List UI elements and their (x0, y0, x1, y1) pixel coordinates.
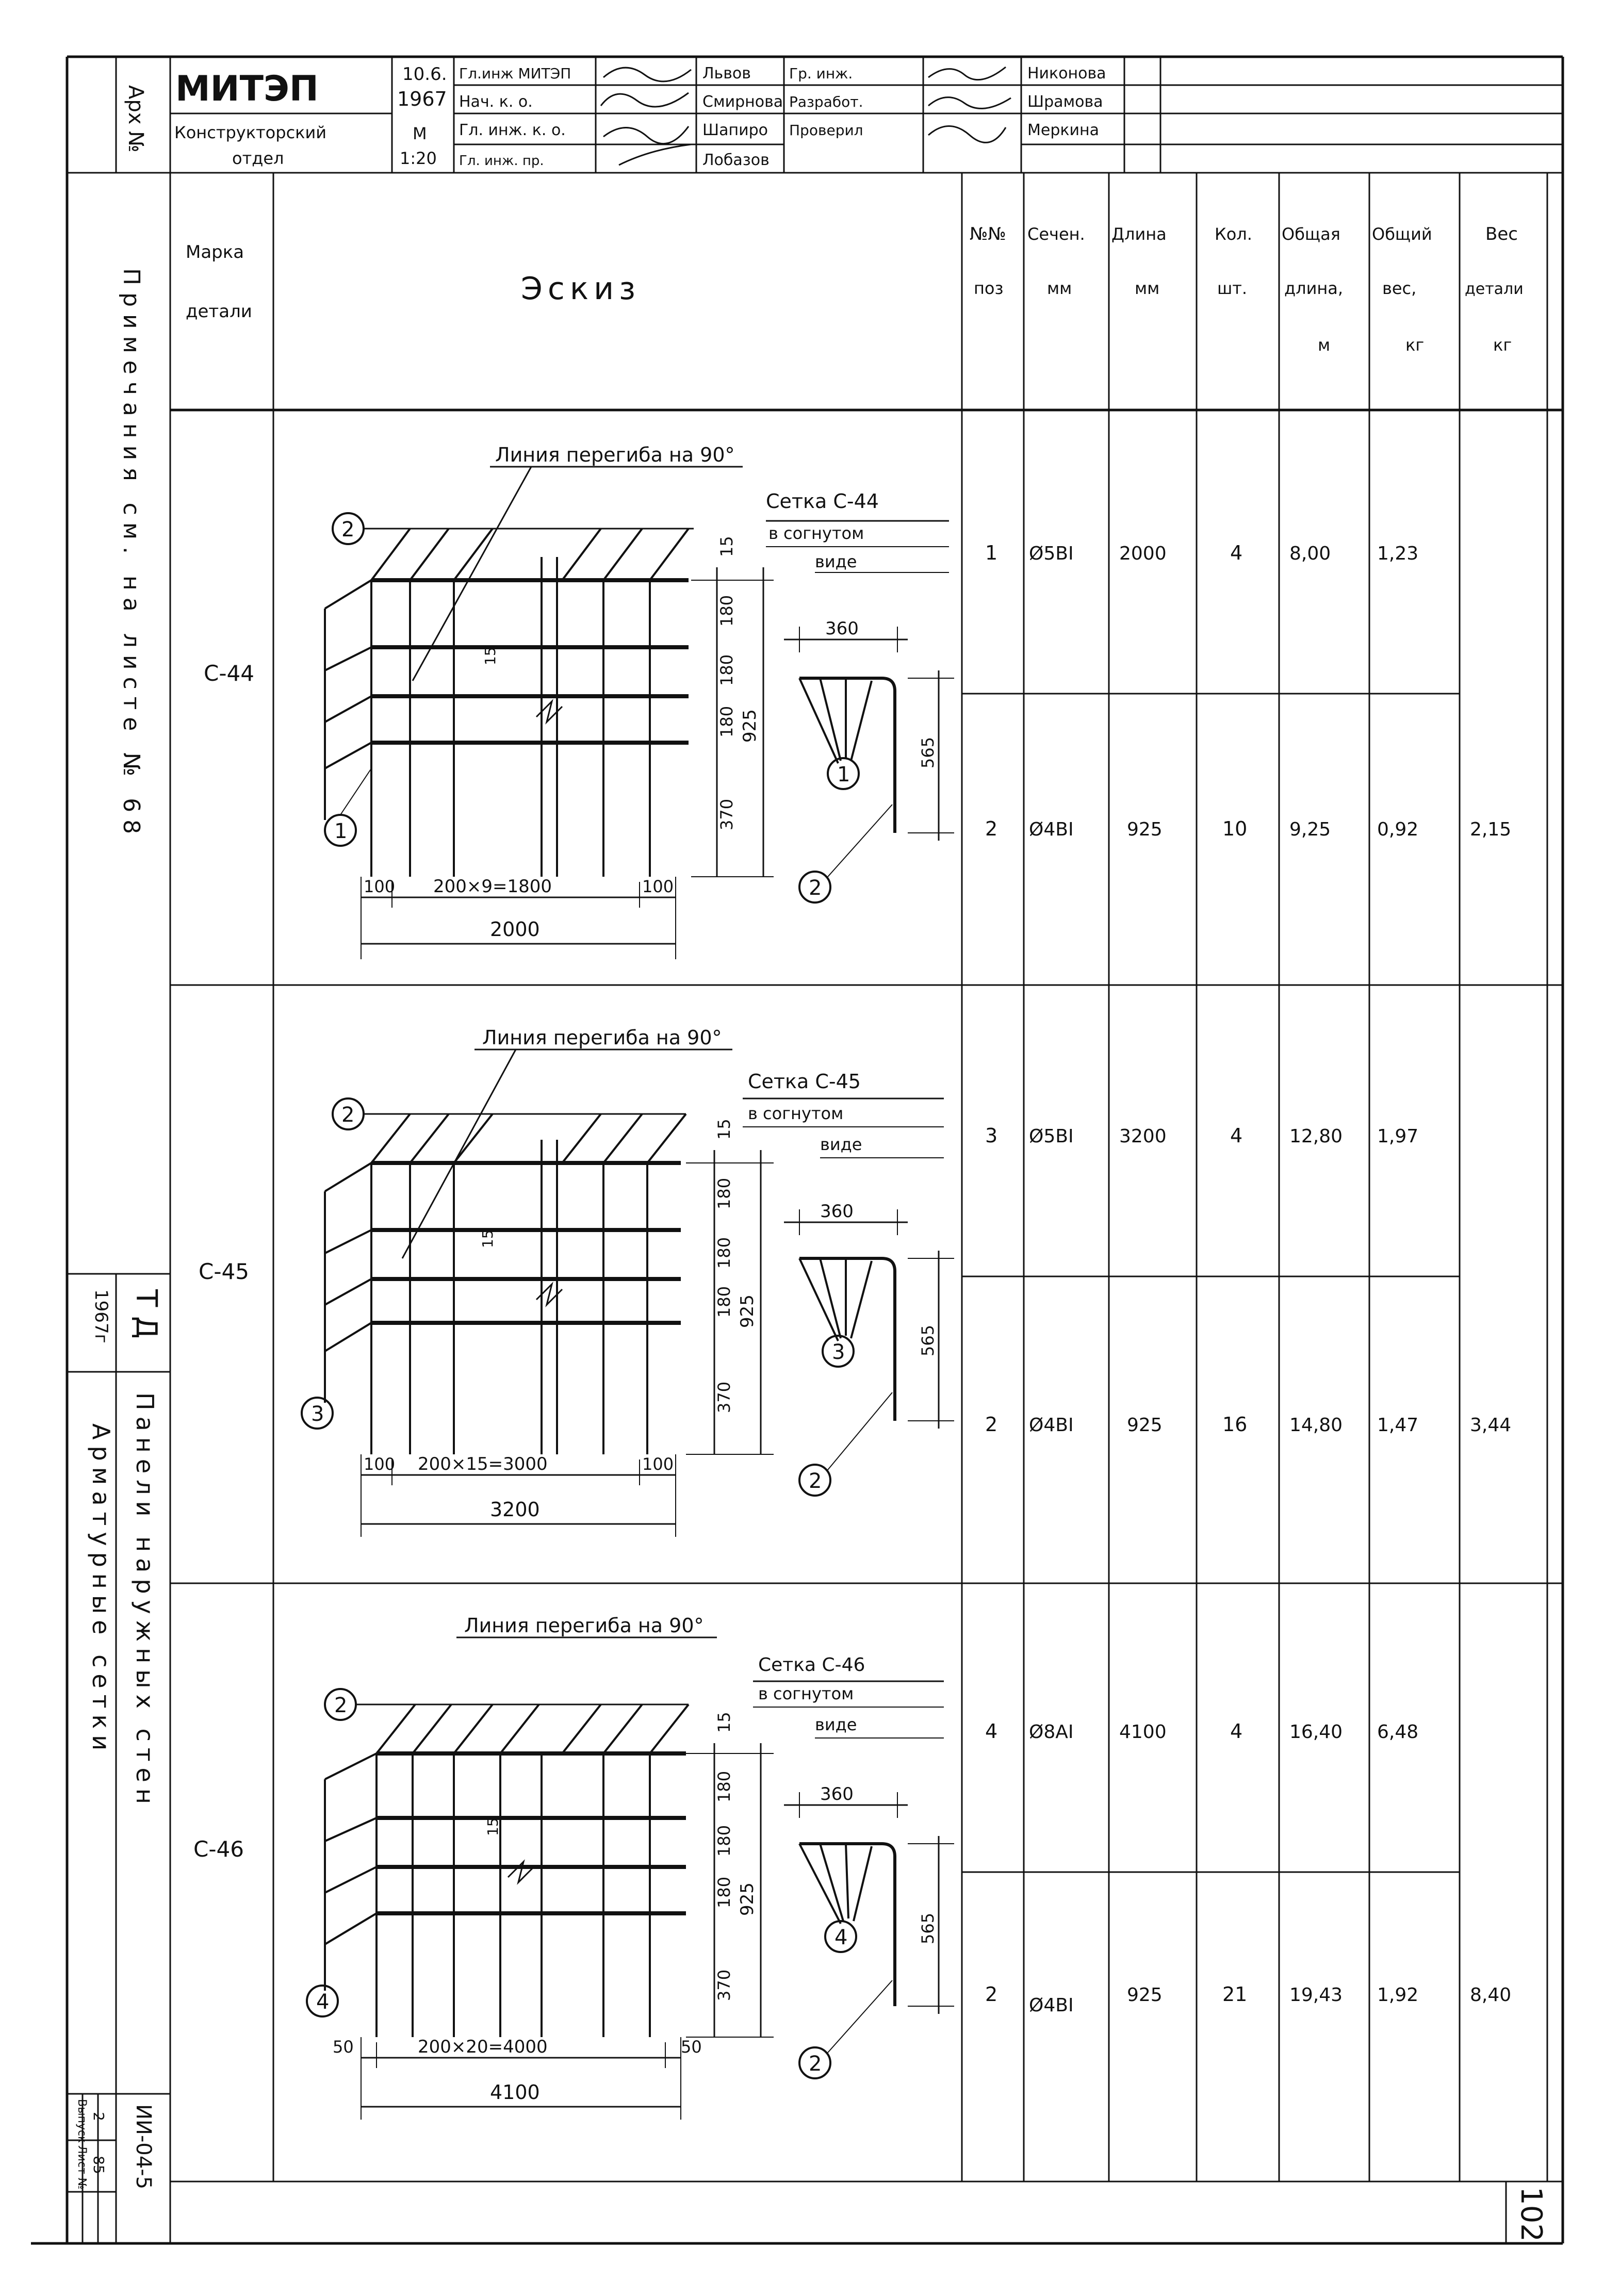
cell-total-weight: 1,92 (1377, 1985, 1419, 2006)
cell-length: 4100 (1119, 1721, 1167, 1743)
mesh-subtitle-2: виде (815, 552, 857, 571)
cell-qty: 21 (1222, 1983, 1248, 2006)
mesh-title: Сетка С-44 (766, 490, 879, 513)
table-grid (170, 173, 1563, 2243)
dim-mid: 15 (484, 1817, 501, 1836)
position-2-bent-number: 2 (809, 876, 822, 900)
role-1: Гл.инж МИТЭП (459, 65, 571, 82)
sheet-frame (31, 57, 1563, 2243)
header-section-1: Сечен. (1027, 224, 1085, 244)
name2-3: Меркина (1027, 121, 1099, 139)
header-mark-2: детали (186, 301, 252, 322)
dim-overall: 2000 (490, 918, 540, 941)
cell-detail-weight: 3,44 (1470, 1415, 1512, 1436)
dim-spacing-1: 180 (717, 595, 737, 627)
cell-section: Ø4BI (1029, 1995, 1074, 2016)
dim-overall: 3200 (490, 1498, 540, 1521)
header-total-weight-1: Общий (1372, 224, 1432, 244)
org-name: МИТЭП (175, 69, 319, 109)
scale-value: 1:20 (400, 149, 437, 168)
dim-spacing-1: 180 (714, 1770, 734, 1802)
page-number: 102 (1514, 2187, 1548, 2242)
bend-line-label: Линия перегиба на 90° (482, 1026, 722, 1049)
dim-top: 15 (717, 536, 737, 557)
position-4-bent-number: 4 (834, 1926, 848, 1949)
dim-edge-right: 100 (642, 877, 674, 896)
table-row-c46 (193, 1614, 1511, 2120)
cell-pos: 4 (985, 1720, 998, 1743)
mesh-sketch (325, 444, 954, 959)
mesh-subtitle-1: в согнутом (758, 1684, 854, 1703)
cell-section: Ø4BI (1029, 819, 1074, 840)
bend-height: 565 (918, 736, 938, 768)
position-1-number: 1 (334, 819, 348, 843)
role2-1: Гр. инж. (789, 65, 853, 82)
cell-qty: 10 (1222, 817, 1248, 840)
arch-no-label: Арх № (124, 85, 148, 153)
dim-edge-left: 100 (364, 1454, 396, 1474)
cell-pos: 2 (985, 1413, 998, 1436)
cell-length: 3200 (1119, 1126, 1167, 1147)
name-2: Смирнова (702, 93, 783, 111)
position-3-number: 3 (311, 1402, 324, 1426)
mark-label: С-44 (204, 661, 254, 686)
mesh-title: Сетка С-46 (758, 1654, 865, 1676)
dim-spacing-3: 180 (714, 1876, 734, 1908)
header-pos-2: поз (974, 278, 1004, 298)
date-line2: 1967 (397, 88, 447, 110)
project-subtitle: Арматурные сетки (87, 1423, 115, 1757)
dim-edge-left: 100 (364, 877, 396, 896)
dim-edge-right: 50 (681, 2037, 702, 2057)
header-section-2: мм (1047, 278, 1072, 298)
position-2-number: 2 (334, 1694, 348, 1717)
series-code: ИИ-04-5 (132, 2104, 155, 2190)
cell-length: 925 (1127, 1415, 1163, 1436)
dim-bottom: 370 (717, 798, 737, 830)
dim-spacing-2: 180 (714, 1825, 734, 1857)
role2-3: Проверил (789, 122, 863, 139)
cell-pos: 3 (985, 1124, 998, 1147)
position-2-bent-number: 2 (809, 2052, 822, 2076)
position-4-number: 4 (316, 1990, 330, 2014)
cell-total-weight: 0,92 (1377, 819, 1419, 840)
name-1: Львов (702, 64, 751, 83)
header-sketch: Эскиз (521, 271, 641, 307)
dim-spacing-3: 180 (714, 1286, 734, 1318)
td-year: 1967г (91, 1289, 111, 1343)
cell-length: 2000 (1119, 543, 1167, 564)
mesh-title: Сетка С-45 (748, 1070, 861, 1093)
header-total-weight-2: вес, (1382, 278, 1417, 298)
cell-detail-weight: 2,15 (1470, 819, 1512, 840)
dim-total: 925 (737, 1882, 758, 1916)
dim-bottom: 370 (714, 1969, 734, 2001)
dim-spacing-3: 180 (717, 706, 737, 737)
header-detail-weight-1: Вес (1485, 224, 1518, 244)
project-title: Панели наружных стен (131, 1392, 159, 1810)
bend-width: 360 (820, 1784, 854, 1805)
header-total-length-2: длина, (1284, 278, 1344, 298)
date-line1: 10.6. (402, 64, 447, 85)
cell-qty: 4 (1230, 1124, 1243, 1147)
dim-top: 15 (714, 1712, 734, 1733)
position-2-bent-number: 2 (809, 1469, 822, 1493)
cell-detail-weight: 8,40 (1470, 1985, 1512, 2006)
mesh-sketch (307, 1614, 954, 2120)
cell-section: Ø4BI (1029, 1415, 1074, 1436)
cell-length: 925 (1127, 819, 1163, 840)
mesh-subtitle-2: виде (815, 1715, 857, 1734)
header-mark-1: Марка (186, 242, 244, 263)
role-4: Гл. инж. пр. (459, 153, 544, 169)
table-row-c45 (199, 1026, 1511, 1537)
mesh-subtitle-1: в согнутом (748, 1104, 844, 1123)
cell-total-length: 16,40 (1289, 1721, 1343, 1743)
dim-spacing-1: 180 (714, 1177, 734, 1209)
position-3-bent-number: 3 (832, 1340, 845, 1364)
header-total-length-1: Общая (1282, 224, 1340, 244)
dim-bottom: 370 (714, 1381, 734, 1413)
table-header (186, 224, 1524, 355)
dim-spacing: 200×15=3000 (418, 1454, 548, 1474)
cell-qty: 16 (1222, 1413, 1248, 1436)
cell-total-length: 8,00 (1289, 543, 1331, 564)
mark-label: С-45 (199, 1259, 249, 1284)
cell-total-length: 14,80 (1289, 1415, 1343, 1436)
dim-top: 15 (714, 1119, 734, 1140)
role-2: Нач. к. о. (459, 93, 533, 111)
position-2-number: 2 (341, 1103, 355, 1127)
header-detail-weight-2: детали (1465, 280, 1524, 298)
dim-spacing: 200×9=1800 (433, 876, 552, 897)
dept-line1: Конструкторский (174, 123, 327, 142)
bend-height: 565 (918, 1912, 938, 1944)
dim-total: 925 (740, 709, 760, 743)
dept-line2: отдел (232, 149, 284, 168)
header-pos-1: №№ (970, 224, 1006, 244)
role2-2: Разработ. (789, 93, 863, 110)
notes-reference: Примечания см. на листе № 68 (118, 268, 144, 842)
dim-mid: 15 (479, 1229, 496, 1248)
cell-total-weight: 1,23 (1377, 543, 1419, 564)
position-2-number: 2 (341, 518, 355, 542)
td-label: Т Д (129, 1289, 163, 1339)
table-row-c44 (204, 444, 1511, 959)
bend-width: 360 (825, 618, 859, 639)
header-detail-weight-3: кг (1493, 335, 1512, 355)
issue-label: Выпуск (75, 2099, 88, 2143)
cell-section: Ø5BI (1029, 1126, 1074, 1147)
role-3: Гл. инж. к. о. (459, 121, 566, 139)
dim-edge-right: 100 (642, 1454, 674, 1474)
cell-section: Ø8AI (1029, 1721, 1074, 1743)
cell-length: 925 (1127, 1985, 1163, 2006)
mesh-subtitle-1: в согнутом (768, 523, 864, 543)
bend-line-label: Линия перегиба на 90° (464, 1614, 704, 1637)
cell-total-weight: 1,97 (1377, 1126, 1419, 1147)
cell-pos: 2 (985, 817, 998, 840)
header-qty-1: Кол. (1215, 224, 1252, 244)
dim-overall: 4100 (490, 2081, 540, 2104)
name2-2: Шрамова (1027, 93, 1103, 111)
mesh-sketch (302, 1026, 954, 1537)
header-length-1: Длина (1111, 224, 1167, 244)
header-total-length-3: м (1318, 335, 1331, 355)
bend-line-label: Линия перегиба на 90° (495, 444, 735, 466)
dim-spacing-2: 180 (714, 1237, 734, 1269)
sheet-label: Лист № (75, 2145, 88, 2190)
cell-pos: 2 (985, 1983, 998, 2006)
cell-total-length: 19,43 (1289, 1985, 1343, 2006)
mark-label: С-46 (193, 1836, 244, 1862)
cell-qty: 4 (1230, 542, 1243, 564)
name-4: Лобазов (702, 151, 770, 169)
cell-total-length: 9,25 (1289, 819, 1331, 840)
cell-pos: 1 (985, 542, 998, 564)
cell-qty: 4 (1230, 1720, 1243, 1743)
cell-total-weight: 6,48 (1377, 1721, 1419, 1743)
cell-total-length: 12,80 (1289, 1126, 1343, 1147)
mesh-subtitle-2: виде (820, 1135, 862, 1154)
scale-label: М (413, 124, 427, 143)
dim-spacing: 200×20=4000 (418, 2037, 548, 2057)
dim-mid: 15 (482, 647, 499, 665)
sheet-number: 85 (90, 2156, 107, 2174)
cell-section: Ø5BI (1029, 543, 1074, 564)
name2-1: Никонова (1027, 64, 1106, 83)
dim-spacing-2: 180 (717, 654, 737, 686)
dim-total: 925 (737, 1294, 758, 1328)
cell-total-weight: 1,47 (1377, 1415, 1419, 1436)
issue-number: 2 (90, 2112, 107, 2121)
header-total-weight-3: кг (1405, 335, 1425, 355)
header-qty-2: шт. (1217, 278, 1248, 298)
bend-width: 360 (820, 1201, 854, 1222)
name-3: Шапиро (702, 121, 768, 139)
position-1-bent-number: 1 (837, 763, 850, 786)
bend-height: 565 (918, 1324, 938, 1356)
header-length-2: мм (1135, 278, 1160, 298)
dim-edge-left: 50 (333, 2037, 354, 2057)
